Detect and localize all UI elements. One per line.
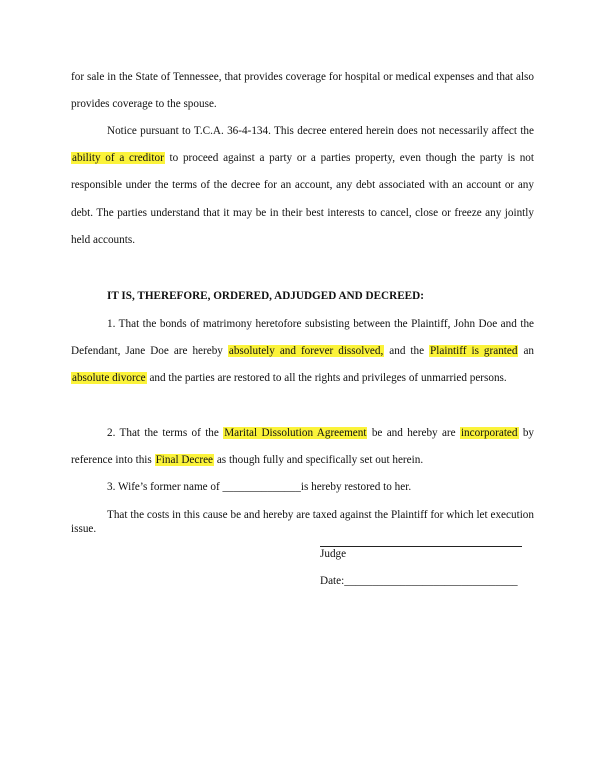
paragraph-text: for sale in the State of Tennessee, that provides coverage for hospital or medical expenses and that also provides coverage to the spouse. — [71, 71, 534, 111]
paragraph-item-3: 3. Wife’s former name of ______________is hereby restored to her. — [107, 481, 412, 493]
highlight: Final Decree — [155, 454, 214, 467]
paragraph-costs: That the costs in this cause be and hereby are taxed against the Plaintiff for which let execution issue. — [71, 509, 534, 535]
paragraph-item-2: 2. That the terms of the Marital Dissolution Agreement be and hereby are incorporated by reference into this Final Decree as though fully and specifically set out herein. — [71, 427, 535, 467]
highlight: absolute divorce — [72, 372, 146, 385]
date-field: Date:_______________________________ — [320, 575, 518, 587]
judge-signature-line — [320, 546, 522, 547]
judge-label: Judge — [320, 548, 347, 560]
paragraph-insurance — [71, 64, 534, 118]
ordered-heading: IT IS, THEREFORE, ORDERED, ADJUDGED AND DECREED: — [107, 290, 424, 302]
highlight: Marital Dissolution Agreement — [224, 427, 367, 439]
highlight: incorporated — [460, 427, 518, 439]
highlight: Plaintiff is granted — [430, 345, 518, 358]
highlight: absolutely and forever dissolved, — [228, 345, 384, 358]
paragraph-notice: Notice pursuant to T.C.A. 36-4-134. This decree entered herein does not necessarily affect the ability of a creditor to proceed against a party or a parties property, even though the party is not responsible under the terms of the decree for an account, any debt associated with an account or any debt. The parties understand that it may be in their best interests to cancel, close or freeze any jointly held accounts. — [71, 125, 534, 246]
highlight: ability of a creditor — [72, 152, 164, 165]
paragraph-item-1: 1. That the bonds of matrimony heretofore subsisting between the Plaintiff, John Doe and the Defendant, Jane Doe are hereby absolutely and forever dissolved, and the Plaintiff is granted an absolute divorce and the parties are restored to all the rights and privileges of unmarried persons. — [71, 318, 535, 385]
